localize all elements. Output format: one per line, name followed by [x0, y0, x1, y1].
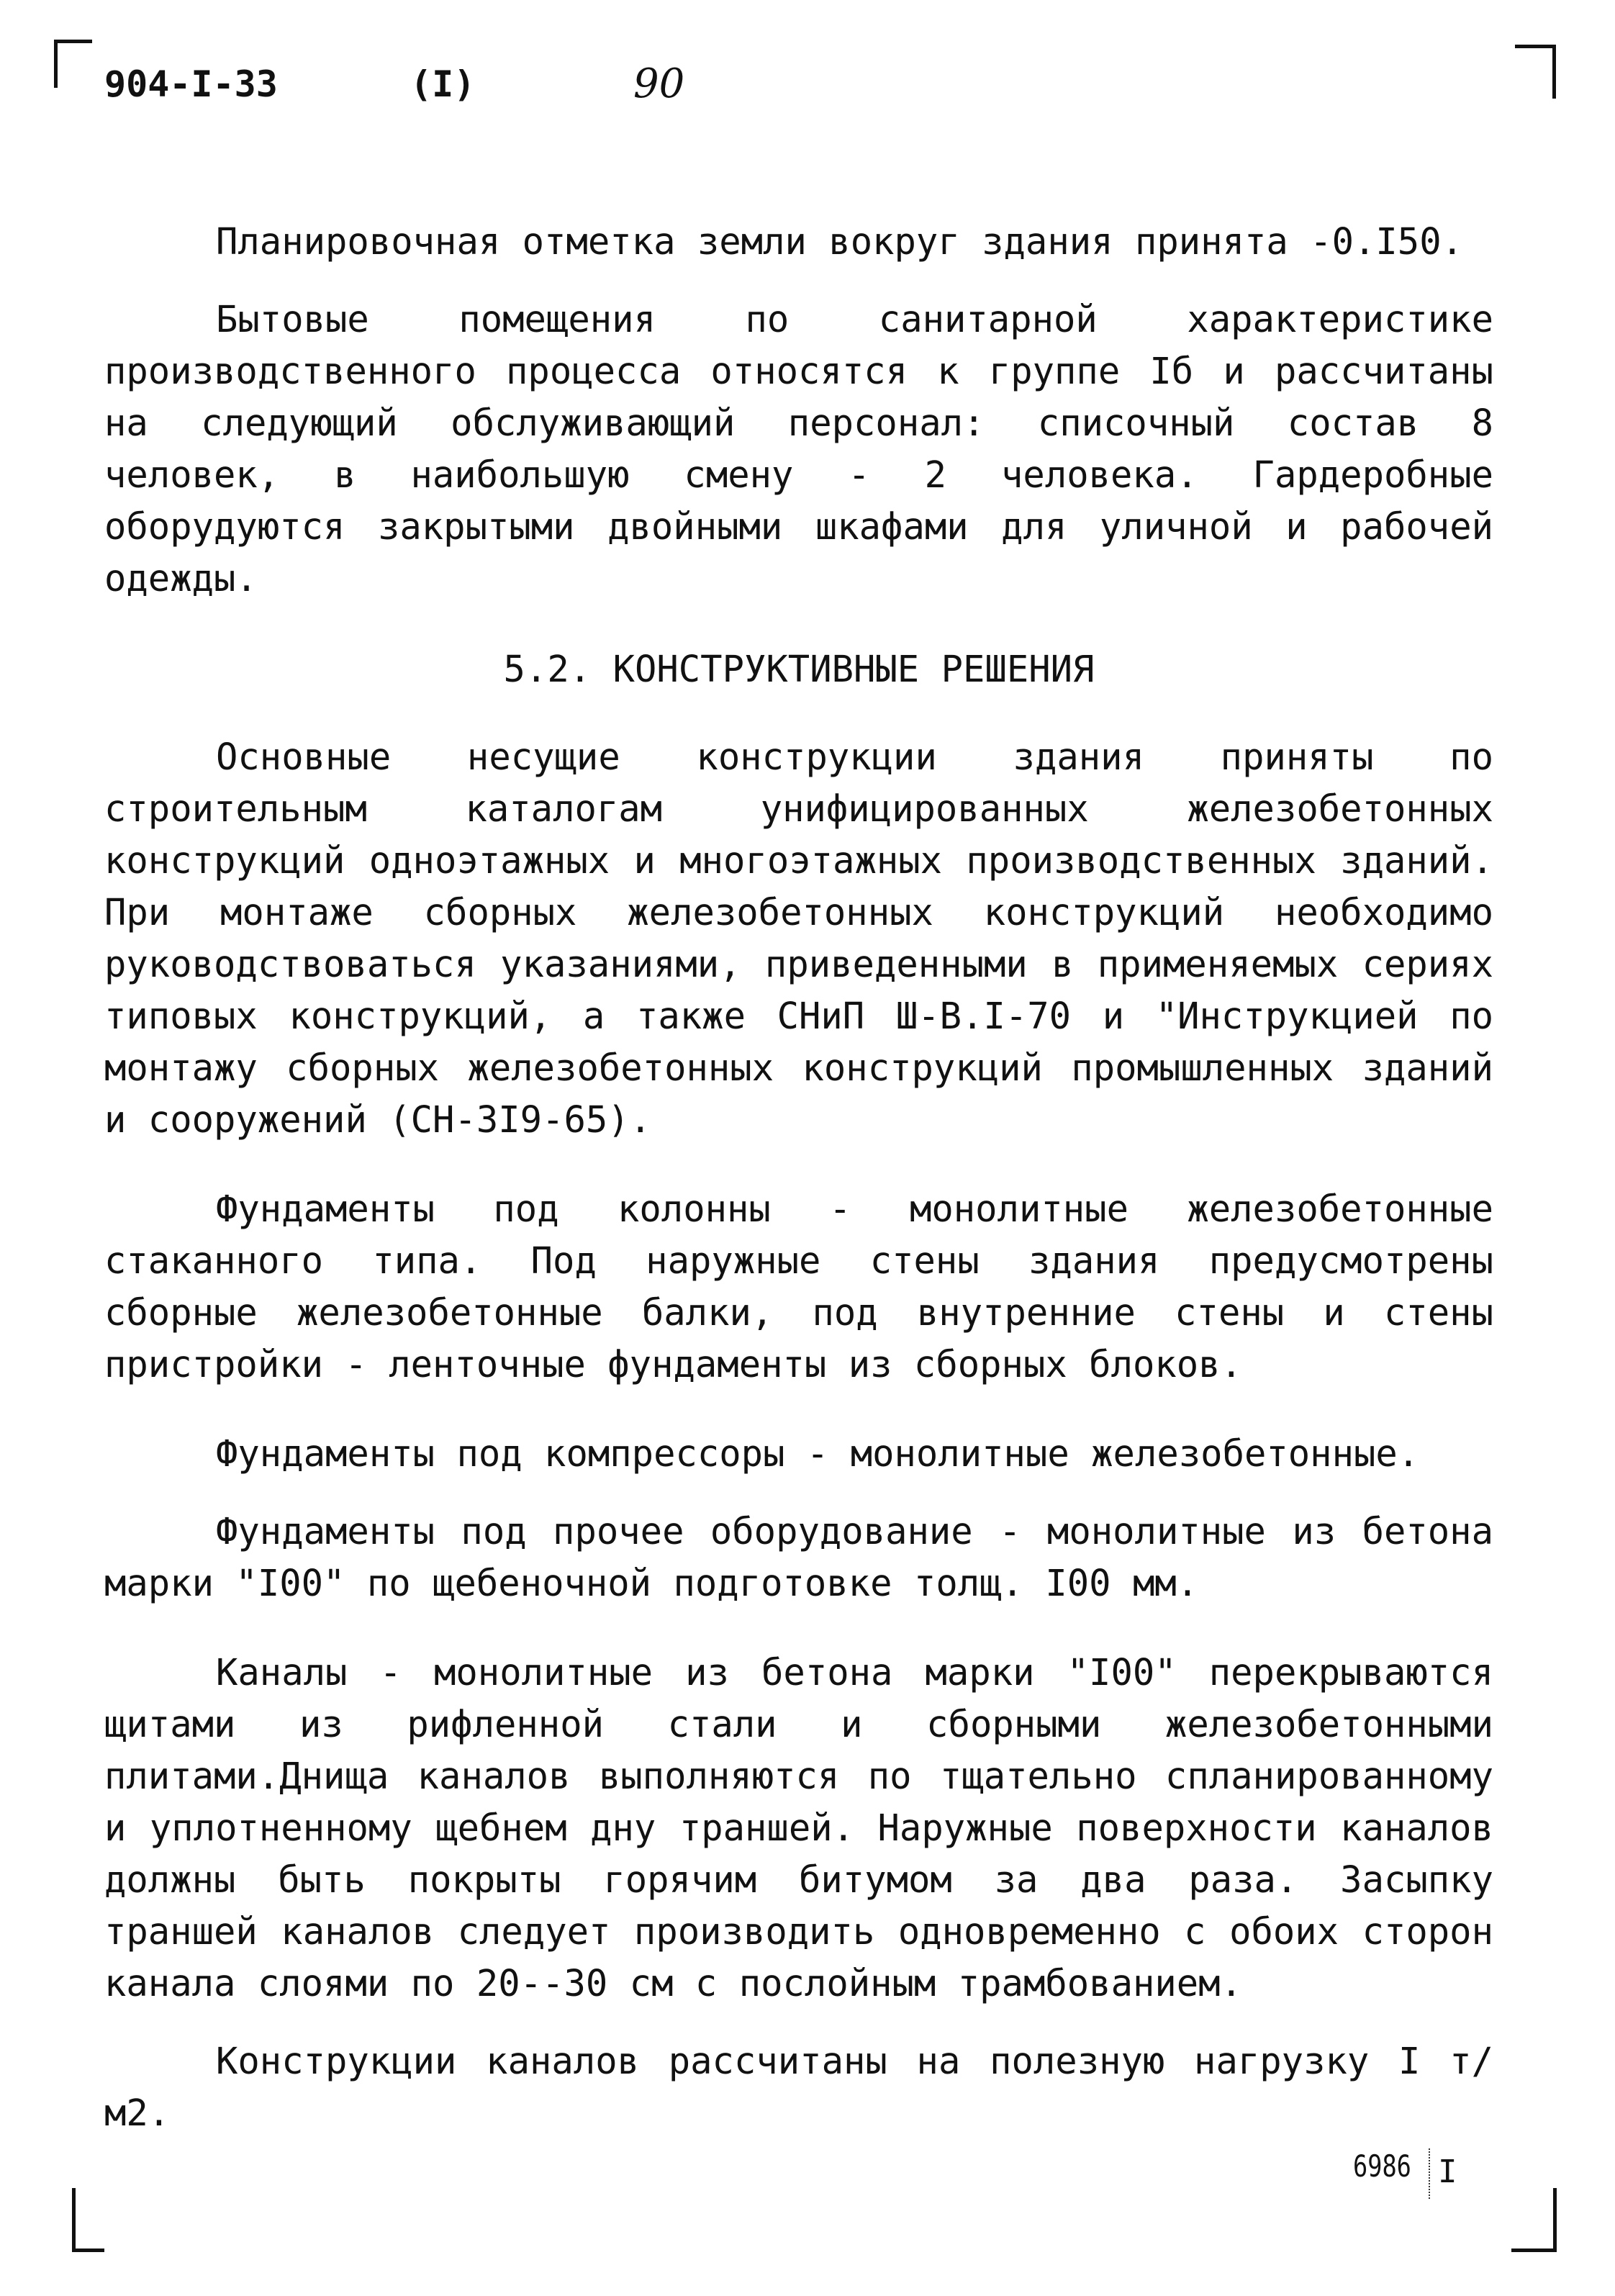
section-heading: 5.2. КОНСТРУКТИВНЫЕ РЕШЕНИЯ	[503, 648, 1095, 690]
inventory-number: 6986	[1353, 2148, 1411, 2184]
album-number: (I)	[410, 63, 476, 105]
corner-mark-bottom-right	[1511, 2188, 1557, 2252]
paragraph-channel-load: Конструкции каналов рассчитаны на полезную нагрузку I т/м2.	[104, 2040, 1493, 2134]
paragraph-load-bearing-structures: Основные несущие конструкции здания приняты по строительным каталогам унифицированных железобетонных конструкций одноэтажных и многоэтажных производственных зданий. При монтаже сборных железобетонных конструкций необходимо руководствоваться указаниями, приведенными в применяемых сериях типовых конструкций, а также СНиП Ш-В.I-70 и "Инструкцией по монтажу сборных железобетонных конструкций промышленных зданий и сооружений (СН-3I9-65).	[104, 736, 1493, 1141]
paragraph-equipment-foundations: Фундаменты под прочее оборудование - монолитные из бетона марки "I00" по щебеночной подготовке толщ. I00 мм.	[104, 1510, 1493, 1604]
paragraph-ground-level: Планировочная отметка земли вокруг здания принята -0.I50.	[216, 220, 1464, 263]
corner-mark-bottom-left	[72, 2188, 104, 2252]
footer-separator	[1429, 2148, 1430, 2199]
paragraph-compressor-foundations: Фундаменты под компрессоры - монолитные железобетонные.	[216, 1432, 1420, 1475]
footer-sheet-number: I	[1438, 2153, 1457, 2190]
corner-mark-top-left	[54, 40, 92, 88]
document-body	[104, 216, 1493, 2139]
paragraph-channels: Каналы - монолитные из бетона марки "I00" перекрываются щитами из рифленной стали и сборными железобетонными плитами.Днища каналов выполняются по тщательно спланированному и уплотненному щебнем дну траншей. Наружные поверхности каналов должны быть покрыты горячим битумом за два раза. Засыпку траншей каналов следует производить одновременно с обоих сторон канала слоями по 20--30 см с послойным трамбованием.	[104, 1651, 1493, 2005]
page-number: 90	[633, 60, 685, 107]
corner-mark-top-right	[1515, 45, 1556, 99]
document-code: 904-I-33	[104, 63, 278, 105]
paragraph-amenity-rooms: Бытовые помещения по санитарной характеристике производственного процесса относятся к группе Iб и рассчитаны на следующий обслуживающий персонал: списочный состав 8 человек, в наибольшую смену - 2 человека. Гардеробные оборудуются закрытыми двойными шкафами для уличной и рабочей одежды.	[104, 298, 1493, 600]
paragraph-column-foundations: Фундаменты под колонны - монолитные железобетонные стаканного типа. Под наружные стены здания предусмотрены сборные железобетонные балки, под внутренние стены и стены пристройки - ленточные фундаменты из сборных блоков.	[104, 1188, 1493, 1386]
